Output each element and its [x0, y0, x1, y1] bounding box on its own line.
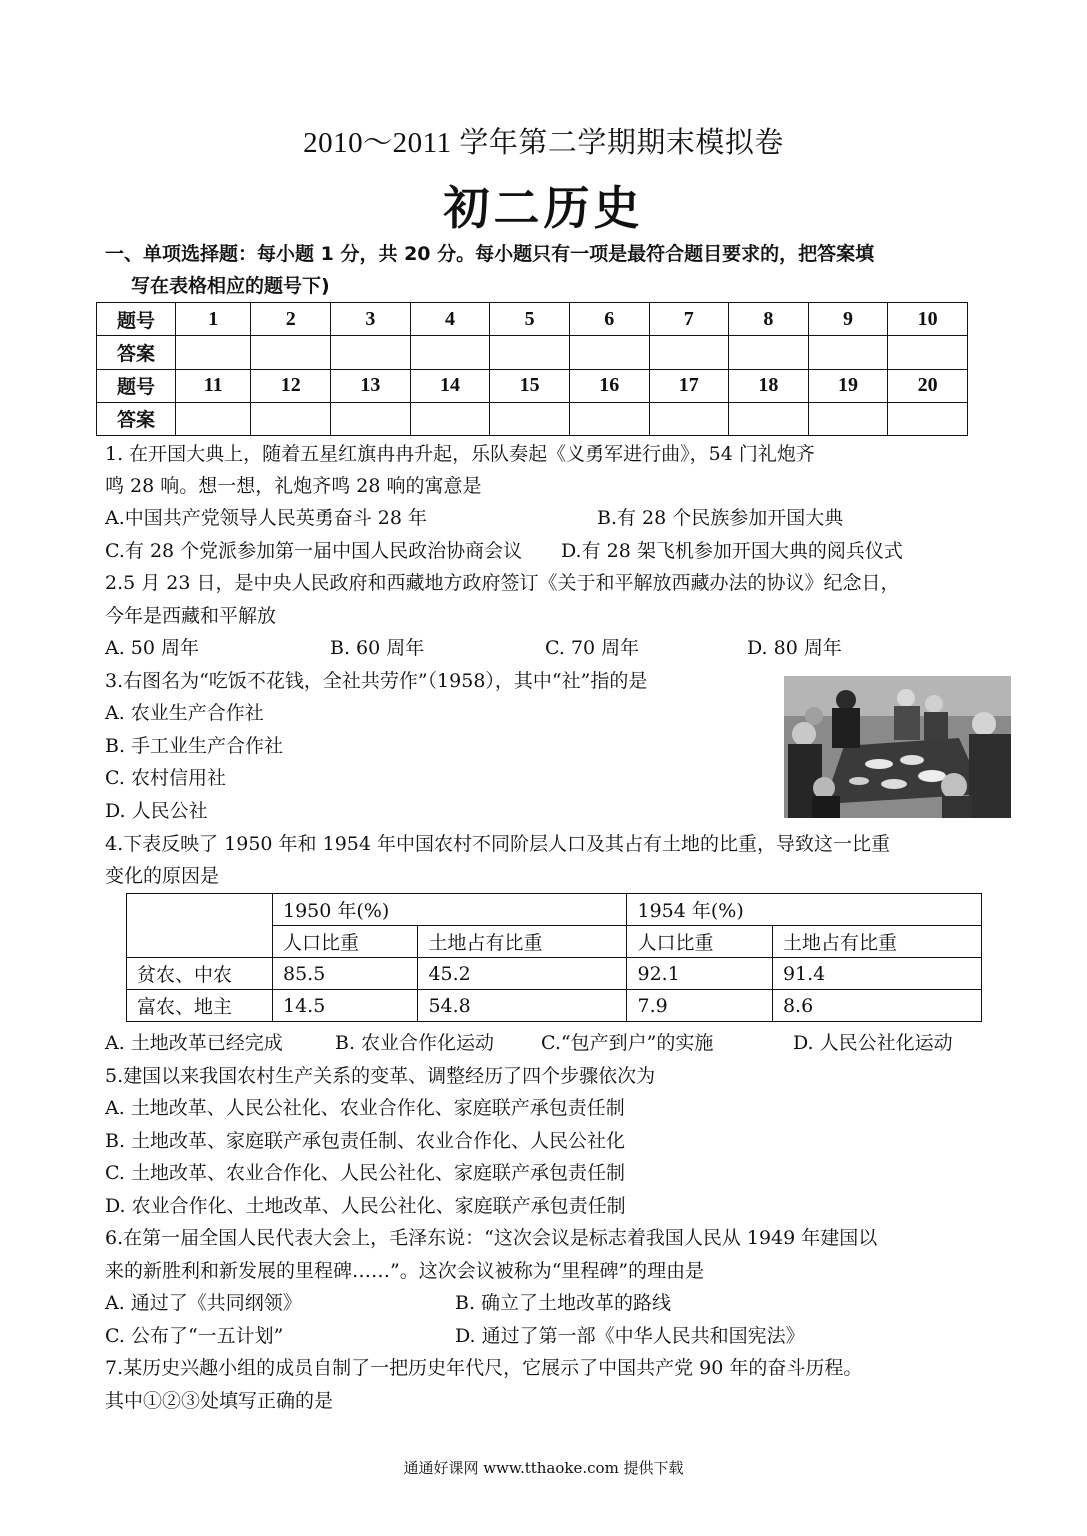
answer-cell[interactable] — [251, 402, 331, 435]
answer-cell[interactable] — [808, 336, 888, 369]
answer-cell[interactable] — [331, 402, 411, 435]
q3-option-b[interactable]: B. 手工业生产合作社 — [105, 735, 284, 757]
q-num: 6 — [569, 303, 649, 336]
answer-cell[interactable] — [331, 336, 411, 369]
land-col-pop: 人口比重 — [627, 926, 772, 958]
answer-table — [96, 302, 968, 436]
q2-option-a[interactable]: A. 50 周年 — [105, 637, 200, 659]
q1-option-c[interactable]: C.有 28 个党派参加第一届中国人民政治协商会议 — [105, 540, 523, 562]
q4-stem-line1: 4.下表反映了 1950 年和 1954 年中国农村不同阶层人口及其占有土地的比重，导致这一比重 — [105, 833, 890, 855]
answer-table-ans-row-2 — [97, 402, 968, 435]
q-num: 9 — [808, 303, 888, 336]
commune-dining-photo — [784, 676, 1011, 818]
page-footer: 通通好课网 www.tthaoke.com 提供下载 — [403, 1459, 684, 1477]
row-label: 贫农、中农 — [127, 958, 273, 990]
q-num: 14 — [410, 369, 490, 402]
cell: 85.5 — [273, 958, 418, 990]
answer-cell[interactable] — [729, 402, 809, 435]
q3-option-d[interactable]: D. 人民公社 — [105, 800, 208, 822]
q-num: 16 — [569, 369, 649, 402]
answer-cell[interactable] — [569, 402, 649, 435]
q6-option-c[interactable]: C. 公布了“一五计划” — [105, 1325, 284, 1347]
answer-table-ans-row-1 — [97, 336, 968, 369]
cell: 7.9 — [627, 990, 772, 1022]
cell: 92.1 — [627, 958, 772, 990]
q2-option-d[interactable]: D. 80 周年 — [747, 637, 842, 659]
section-heading — [105, 238, 985, 302]
answer-table-num-row-2 — [97, 369, 968, 402]
q-num: 13 — [331, 369, 411, 402]
cell: 91.4 — [772, 958, 981, 990]
row-label-num: 题号 — [97, 369, 176, 402]
q-num: 2 — [251, 303, 331, 336]
land-table-year-row — [127, 894, 982, 926]
q-num: 4 — [410, 303, 490, 336]
q6-stem-line1: 6.在第一届全国人民代表大会上，毛泽东说：“这次会议是标志着我国人民从 1949 年建国以 — [105, 1227, 878, 1249]
land-table-year2: 1954 年(%) — [627, 894, 982, 926]
exam-title: 2010～2011 学年第二学期期末模拟卷 — [303, 127, 784, 159]
cell: 54.8 — [418, 990, 627, 1022]
section-heading-line1: 一、单项选择题：每小题 1 分，共 20 分。每小题只有一项是最符合题目要求的，把答案填 — [105, 243, 875, 265]
land-col-land: 土地占有比重 — [772, 926, 981, 958]
q3-option-a[interactable]: A. 农业生产合作社 — [105, 702, 264, 724]
subject-title: 初二历史 — [443, 181, 644, 235]
answer-cell[interactable] — [410, 336, 490, 369]
row-label-ans: 答案 — [97, 402, 176, 435]
q-num: 17 — [649, 369, 729, 402]
row-label-ans: 答案 — [97, 336, 176, 369]
q1-option-d[interactable]: D.有 28 架飞机参加开国大典的阅兵仪式 — [561, 540, 903, 562]
answer-cell[interactable] — [729, 336, 809, 369]
land-col-pop: 人口比重 — [273, 926, 418, 958]
q5-option-b[interactable]: B. 土地改革、家庭联产承包责任制、农业合作化、人民公社化 — [105, 1130, 626, 1152]
answer-cell[interactable] — [490, 402, 570, 435]
q4-option-a[interactable]: A. 土地改革已经完成 — [105, 1032, 283, 1054]
q6-option-a[interactable]: A. 通过了《共同纲领》 — [105, 1292, 302, 1314]
q5-option-c[interactable]: C. 土地改革、农业合作化、人民公社化、家庭联产承包责任制 — [105, 1162, 625, 1184]
q-num: 18 — [729, 369, 809, 402]
section-heading-line2: 写在表格相应的题号下) — [131, 275, 330, 297]
q1-option-a[interactable]: A.中国共产党领导人民英勇奋斗 28 年 — [105, 507, 428, 529]
land-table-corner — [127, 894, 273, 958]
q-num: 3 — [331, 303, 411, 336]
land-col-land: 土地占有比重 — [418, 926, 627, 958]
q3-option-c[interactable]: C. 农村信用社 — [105, 767, 226, 789]
answer-cell[interactable] — [176, 336, 251, 369]
answer-cell[interactable] — [808, 402, 888, 435]
cell: 45.2 — [418, 958, 627, 990]
q6-option-d[interactable]: D. 通过了第一部《中华人民共和国宪法》 — [455, 1325, 805, 1347]
answer-cell[interactable] — [888, 336, 968, 369]
q-num: 12 — [251, 369, 331, 402]
q4-option-c[interactable]: C.“包产到户”的实施 — [541, 1032, 714, 1054]
answer-cell[interactable] — [569, 336, 649, 369]
q5-stem: 5.建国以来我国农村生产关系的变革、调整经历了四个步骤依次为 — [105, 1065, 656, 1087]
q1-stem-line2: 鸣 28 响。想一想，礼炮齐鸣 28 响的寓意是 — [105, 475, 482, 497]
q4-option-d[interactable]: D. 人民公社化运动 — [793, 1032, 953, 1054]
q-num: 1 — [176, 303, 251, 336]
q1-stem-line1: 1. 在开国大典上，随着五星红旗冉冉升起，乐队奏起《义勇军进行曲》，54 门礼炮齐 — [105, 443, 815, 465]
answer-cell[interactable] — [649, 402, 729, 435]
answer-cell[interactable] — [176, 402, 251, 435]
land-ratio-table — [126, 893, 982, 1022]
answer-cell[interactable] — [410, 402, 490, 435]
q6-stem-line2: 来的新胜利和新发展的里程碑……”。这次会议被称为“里程碑”的理由是 — [105, 1260, 705, 1282]
q-num: 8 — [729, 303, 809, 336]
q5-option-d[interactable]: D. 农业合作化、土地改革、人民公社化、家庭联产承包责任制 — [105, 1195, 626, 1217]
answer-cell[interactable] — [649, 336, 729, 369]
answer-cell[interactable] — [888, 402, 968, 435]
q-num: 7 — [649, 303, 729, 336]
q6-option-b[interactable]: B. 确立了土地改革的路线 — [455, 1292, 672, 1314]
q4-option-b[interactable]: B. 农业合作化运动 — [335, 1032, 495, 1054]
answer-cell[interactable] — [251, 336, 331, 369]
q-num: 15 — [490, 369, 570, 402]
q-num: 5 — [490, 303, 570, 336]
q7-stem-line2: 其中①②③处填写正确的是 — [105, 1390, 334, 1412]
q2-stem-line2: 今年是西藏和平解放 — [105, 605, 277, 627]
photo-illustration-icon — [784, 676, 1011, 818]
land-table-year1: 1950 年(%) — [273, 894, 627, 926]
table-row — [127, 990, 982, 1022]
q-num: 20 — [888, 369, 968, 402]
q-num: 10 — [888, 303, 968, 336]
cell: 14.5 — [273, 990, 418, 1022]
q7-stem-line1: 7.某历史兴趣小组的成员自制了一把历史年代尺，它展示了中国共产党 90 年的奋斗历程。 — [105, 1357, 863, 1379]
answer-cell[interactable] — [490, 336, 570, 369]
answer-table-num-row-1 — [97, 303, 968, 336]
q4-stem-line2: 变化的原因是 — [105, 865, 220, 887]
cell: 8.6 — [772, 990, 981, 1022]
q5-option-a[interactable]: A. 土地改革、人民公社化、农业合作化、家庭联产承包责任制 — [105, 1097, 625, 1119]
q2-stem-line1: 2.5 月 23 日，是中央人民政府和西藏地方政府签订《关于和平解放西藏办法的协议》纪念日， — [105, 572, 900, 594]
q2-option-b[interactable]: B. 60 周年 — [330, 637, 425, 659]
row-label: 富农、地主 — [127, 990, 273, 1022]
table-row — [127, 958, 982, 990]
row-label-num: 题号 — [97, 303, 176, 336]
q2-option-c[interactable]: C. 70 周年 — [545, 637, 640, 659]
q-num: 11 — [176, 369, 251, 402]
q-num: 19 — [808, 369, 888, 402]
q3-stem: 3.右图名为“吃饭不花钱，全社共劳作”（1958），其中“社”指的是 — [105, 670, 648, 692]
q1-option-b[interactable]: B.有 28 个民族参加开国大典 — [597, 507, 844, 529]
